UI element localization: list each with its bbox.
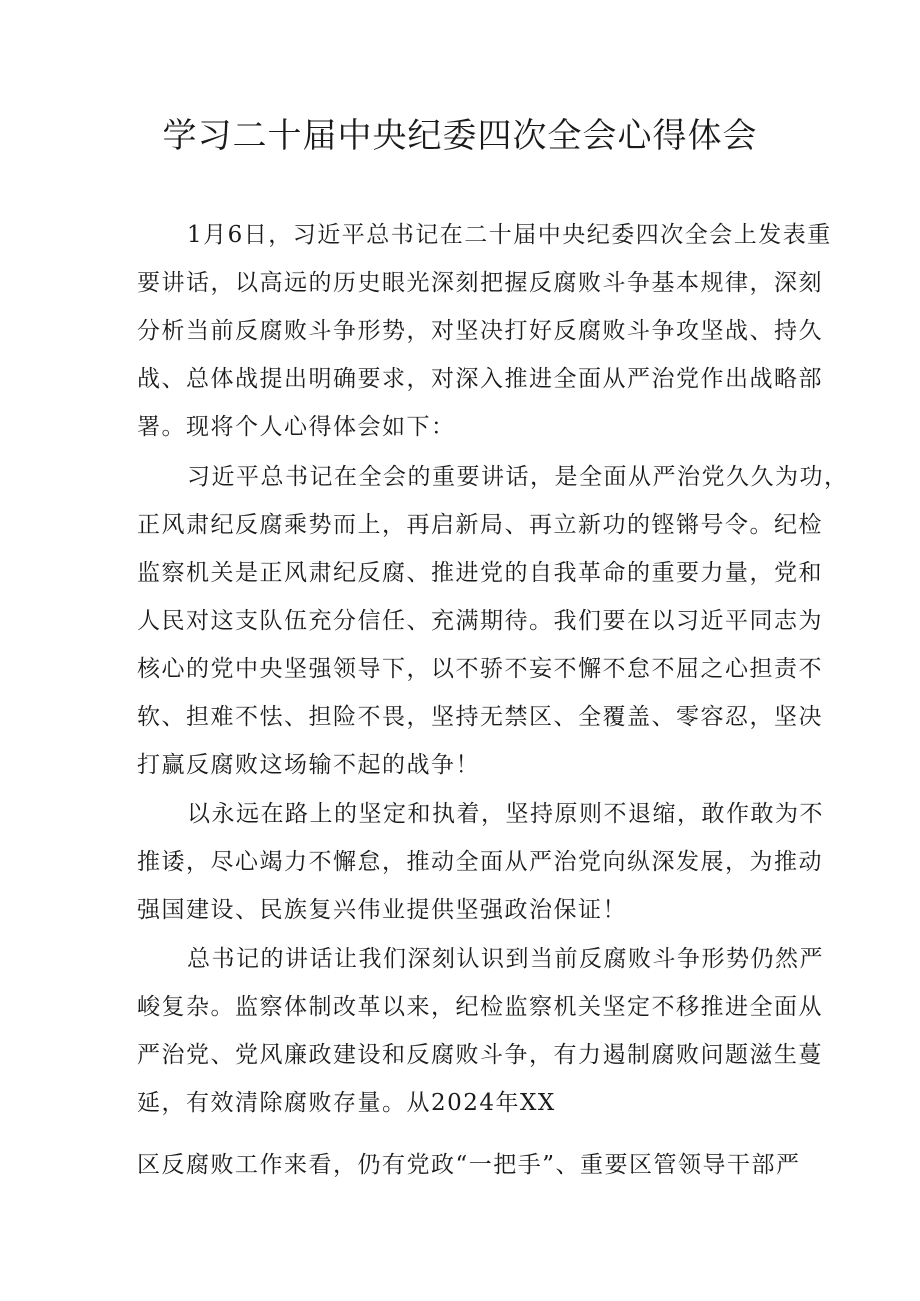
paragraph-3-line-2: 推诿，尽心竭力不懈怠，推动全面从严治党向纵深发展，为推动: [137, 849, 823, 875]
paragraph-4-line-4: 延，有效清除腐败存量。从2024年XX: [137, 1090, 556, 1116]
paragraph-2-line-1: 习近平总书记在全会的重要讲话，是全面从严治党久久为功，: [187, 464, 849, 490]
paragraph-1-line-1: 1月6日，习近平总书记在二十届中央纪委四次全会上发表重: [187, 222, 832, 248]
paragraph-1-line-5: 署。现将个人心得体会如下：: [137, 414, 456, 440]
paragraph-2-line-5: 核心的党中央坚强领导下，以不骄不妄不懈不怠不屈之心担责不: [137, 656, 823, 682]
paragraph-2-line-2: 正风肃纪反腐乘势而上，再启新局、再立新功的铿锵号令。纪检: [137, 512, 823, 538]
paragraph-1-line-3: 分析当前反腐败斗争形势，对坚决打好反腐败斗争攻坚战、持久: [137, 318, 823, 344]
paragraph-1-line-2: 要讲话，以高远的历史眼光深刻把握反腐败斗争基本规律，深刻: [137, 270, 823, 296]
paragraph-4-line-2: 峻复杂。监察体制改革以来，纪检监察机关坚定不移推进全面从: [137, 994, 823, 1020]
paragraph-1-line-4: 战、总体战提出明确要求，对深入推进全面从严治党作出战略部: [137, 366, 823, 392]
paragraph-4-line-1: 总书记的讲话让我们深刻认识到当前反腐败斗争形势仍然严: [187, 946, 824, 972]
document-title: 学习二十届中央纪委四次全会心得体会: [162, 116, 758, 156]
paragraph-2-line-6: 软、担难不怯、担险不畏，坚持无禁区、全覆盖、零容忍，坚决: [137, 704, 823, 730]
paragraph-2-line-7: 打赢反腐败这场输不起的战争！: [137, 752, 480, 778]
paragraph-3-line-3: 强国建设、民族复兴伟业提供坚强政治保证！: [137, 897, 627, 923]
paragraph-2-line-4: 人民对这支队伍充分信任、充满期待。我们要在以习近平同志为: [137, 608, 823, 634]
paragraph-3-line-1: 以永远在路上的坚定和执着，坚持原则不退缩，敢作敢为不: [187, 801, 824, 827]
paragraph-5-line-1: 区反腐败工作来看，仍有党政“一把手”、重要区管领导干部严: [137, 1152, 801, 1178]
paragraph-4-line-3: 严治党、党风廉政建设和反腐败斗争，有力遏制腐败问题滋生蔓: [137, 1042, 823, 1068]
paragraph-2-line-3: 监察机关是正风肃纪反腐、推进党的自我革命的重要力量，党和: [137, 560, 823, 586]
